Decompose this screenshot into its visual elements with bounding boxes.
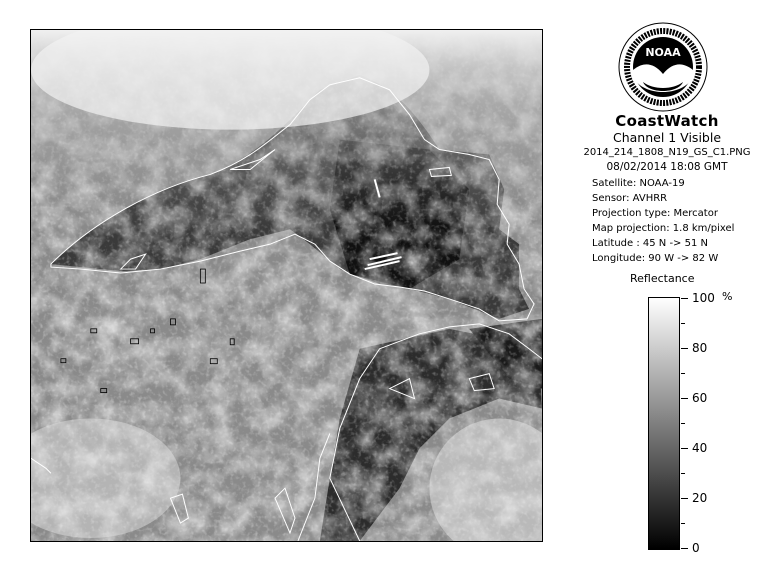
legend-tick bbox=[681, 298, 688, 299]
legend-tick-label: 0 bbox=[692, 541, 700, 555]
meta-longitude: Longitude: 90 W -> 82 W bbox=[592, 253, 719, 264]
legend-tick bbox=[681, 548, 688, 549]
legend-tick-label: 80 bbox=[692, 341, 708, 355]
file-name: 2014_214_1808_N19_GS_C1.PNG bbox=[583, 147, 751, 158]
legend-minor-tick bbox=[681, 523, 685, 524]
legend-unit: % bbox=[722, 290, 733, 303]
legend-minor-tick bbox=[681, 373, 685, 374]
meta-satellite: Satellite: NOAA-19 bbox=[592, 178, 685, 189]
legend-tick-label: 20 bbox=[692, 491, 708, 505]
legend-tick-label: 40 bbox=[692, 441, 708, 455]
legend-tick bbox=[681, 348, 688, 349]
reflectance-colorbar bbox=[648, 297, 680, 550]
legend-tick-label: 100 bbox=[692, 291, 715, 305]
noaa-logo-text: NOAA bbox=[645, 46, 681, 59]
legend-tick bbox=[681, 448, 688, 449]
legend-tick bbox=[681, 498, 688, 499]
legend-minor-tick bbox=[681, 473, 685, 474]
noaa-logo bbox=[618, 22, 708, 112]
meta-map-projection: Map projection: 1.8 km/pixel bbox=[592, 223, 735, 234]
product-title: CoastWatch bbox=[615, 112, 719, 130]
legend-tick-label: 60 bbox=[692, 391, 708, 405]
legend-title: Reflectance bbox=[630, 272, 695, 285]
legend-tick bbox=[681, 398, 688, 399]
channel-subtitle: Channel 1 Visible bbox=[612, 130, 722, 145]
meta-sensor: Sensor: AVHRR bbox=[592, 193, 668, 204]
meta-latitude: Latitude : 45 N -> 51 N bbox=[592, 238, 708, 249]
satellite-image bbox=[30, 29, 543, 542]
legend-minor-tick bbox=[681, 323, 685, 324]
date-time: 08/02/2014 18:08 GMT bbox=[606, 161, 728, 173]
legend-minor-tick bbox=[681, 423, 685, 424]
meta-projection-type: Projection type: Mercator bbox=[592, 208, 718, 219]
